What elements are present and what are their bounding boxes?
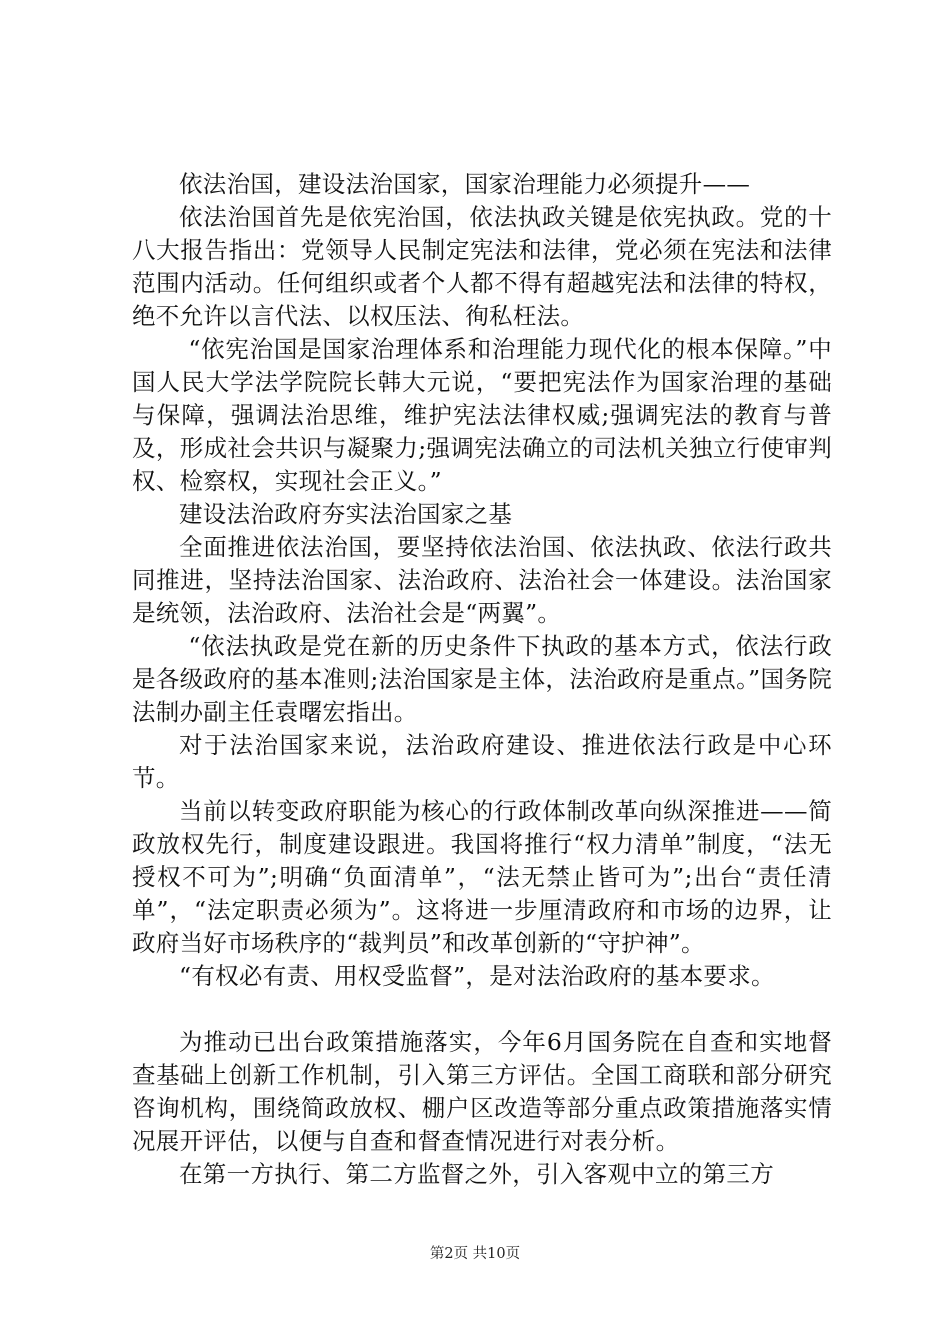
paragraph-administrative-reform: 当前以转变政府职能为核心的行政体制改革向纵深推进——简政放权先行，制度建设跟进。我国将推行“权力清单”制度，“法无授权不可为”;明确“负面清单”，“法无禁止皆可为”;出台“责任清单”，“法定职责必须为”。这将进一步厘清政府和市场的边界，让政府当好市场秩序的“裁判员”和改革创新的“守护神”。 <box>132 797 832 957</box>
paragraph-third-party-intro: 在第一方执行、第二方监督之外，引入客观中立的第三方 <box>179 1160 774 1188</box>
paragraph-quote-han-dayuan: “依宪治国是国家治理体系和治理能力现代化的根本保障。”中国人民大学法学院院长韩大元说，“要把宪法作为国家治理的基础与保障，强调法治思维，维护宪法法律权威;强调宪法的教育与普及，形成社会共识与凝聚力;强调宪法确立的司法机关独立行使审判权、检察权，实现社会正义。” <box>132 335 832 495</box>
paragraph-comprehensive-advance: 全面推进依法治国，要坚持依法治国、依法执政、依法行政共同推进，坚持法治国家、法治政府、法治社会一体建设。法治国家是统领，法治政府、法治社会是“两翼”。 <box>132 533 832 627</box>
paragraph-power-responsibility: “有权必有责、用权受监督”，是对法治政府的基本要求。 <box>179 962 775 990</box>
paragraph-central-link: 对于法治国家来说，法治政府建设、推进依法行政是中心环节。 <box>132 731 832 792</box>
paragraph-third-party-evaluation: 为推动已出台政策措施落实，今年6月国务院在自查和实地督查基础上创新工作机制，引入第三方评估。全国工商联和部分研究咨询机构，围绕简政放权、棚户区改造等部分重点政策措施落实情况展开评估，以便与自查和督查情况进行对表分析。 <box>132 1028 832 1155</box>
page-number-label: 第2页 共10页 <box>429 1246 521 1262</box>
paragraph-heading-rule-of-law: 依法治国，建设法治国家，国家治理能力必须提升—— <box>179 170 751 198</box>
paragraph-constitution-governance: 依法治国首先是依宪治国，依法执政关键是依宪执政。党的十八大报告指出：党领导人民制定宪法和法律，党必须在宪法和法律范围内活动。任何组织或者个人都不得有超越宪法和法律的特权，绝不允许以言代法、以权压法、徇私枉法。 <box>132 203 832 330</box>
document-body <box>132 168 832 1191</box>
paragraph-heading-law-based-government: 建设法治政府夯实法治国家之基 <box>179 500 513 528</box>
page-footer <box>0 1244 950 1264</box>
paragraph-quote-yuan-shuhong: “依法执政是党在新的历史条件下执政的基本方式，依法行政是各级政府的基本准则;法治国家是主体，法治政府是重点。”国务院法制办副主任袁曙宏指出。 <box>132 632 832 726</box>
